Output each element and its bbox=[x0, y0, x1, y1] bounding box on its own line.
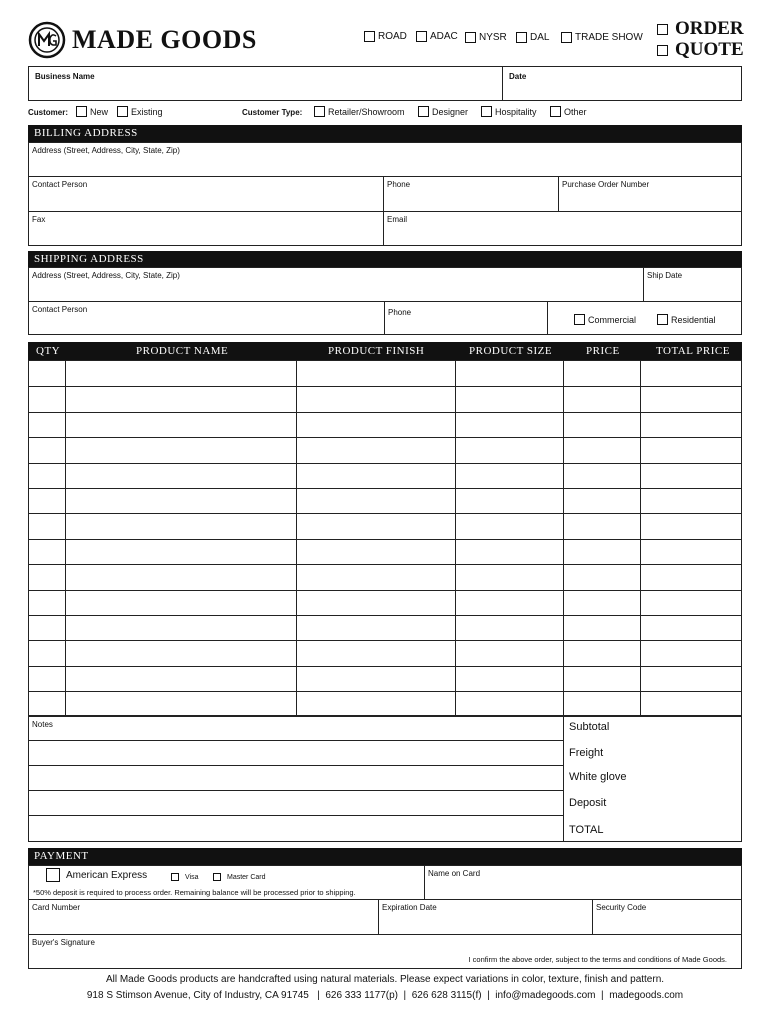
doc-type-quote[interactable]: QUOTE bbox=[657, 39, 744, 61]
col-product-name: PRODUCT NAME bbox=[136, 345, 229, 357]
customer-type-hospitality[interactable]: Hospitality bbox=[481, 106, 537, 117]
col-total-price: TOTAL PRICE bbox=[656, 345, 730, 357]
divider bbox=[28, 740, 564, 741]
deposit-note: *50% deposit is required to process order. Remaining balance will be processed prior to shipping. bbox=[33, 888, 356, 897]
product-table bbox=[28, 360, 742, 716]
table-row[interactable] bbox=[29, 412, 741, 437]
billing-email-field[interactable]: Email bbox=[387, 215, 408, 224]
checkbox[interactable] bbox=[46, 868, 60, 882]
product-table-header bbox=[28, 342, 742, 360]
checkbox[interactable] bbox=[117, 106, 128, 117]
shipping-address-field[interactable]: Address (Street, Address, City, State, Zip) bbox=[32, 271, 180, 280]
expiration-field[interactable]: Expiration Date bbox=[382, 903, 437, 912]
customer-type-retailer[interactable]: Retailer/Showroom bbox=[314, 106, 405, 117]
checkbox[interactable] bbox=[171, 873, 179, 881]
checkbox[interactable] bbox=[481, 106, 492, 117]
payment-mastercard[interactable]: Master Card bbox=[213, 873, 266, 881]
date-field[interactable]: Date bbox=[502, 66, 742, 101]
checkbox[interactable] bbox=[574, 314, 585, 325]
table-row[interactable] bbox=[29, 361, 741, 386]
show-option-road[interactable]: ROAD bbox=[364, 31, 407, 42]
footer-disclaimer: All Made Goods products are handcrafted using natural materials. Please expect variations in color, texture, finish and pattern. bbox=[105, 974, 665, 985]
table-row[interactable] bbox=[29, 691, 741, 716]
col-product-finish: PRODUCT FINISH bbox=[328, 345, 425, 357]
checkbox[interactable] bbox=[550, 106, 561, 117]
card-number-field[interactable]: Card Number bbox=[32, 903, 81, 912]
col-price: PRICE bbox=[586, 345, 620, 357]
table-row[interactable] bbox=[29, 640, 741, 665]
signature-field[interactable]: Buyer's Signature I confirm the above order, subject to the terms and conditions of Made Goods. bbox=[32, 938, 727, 964]
security-code-field[interactable]: Security Code bbox=[596, 903, 647, 912]
customer-type-other[interactable]: Other bbox=[550, 106, 587, 117]
divider bbox=[547, 301, 548, 335]
notes-field[interactable]: Notes bbox=[28, 716, 742, 842]
brand-logo bbox=[28, 20, 278, 60]
checkbox[interactable] bbox=[657, 24, 668, 35]
divider bbox=[28, 765, 564, 766]
table-row[interactable] bbox=[29, 539, 741, 564]
customer-type-designer[interactable]: Designer bbox=[418, 106, 468, 117]
shipping-residential[interactable]: Residential bbox=[657, 314, 716, 325]
checkbox[interactable] bbox=[213, 873, 221, 881]
divider bbox=[563, 716, 564, 842]
footer-contact: 918 S Stimson Avenue, City of Industry, CA 91745 | 626 333 1177(p) | 626 628 3115(f) | info@madegoods.com | madegoods.com bbox=[86, 990, 684, 1001]
table-row[interactable] bbox=[29, 590, 741, 615]
billing-contact-field[interactable]: Contact Person bbox=[32, 180, 88, 189]
shipping-contact-field[interactable]: Contact Person bbox=[32, 305, 88, 314]
checkbox[interactable] bbox=[516, 32, 527, 43]
freight-label: Freight bbox=[569, 747, 604, 759]
total-label: TOTAL bbox=[569, 824, 604, 836]
show-option-dal[interactable]: DAL bbox=[516, 32, 549, 43]
checkbox[interactable] bbox=[657, 314, 668, 325]
payment-header: PAYMENT bbox=[28, 848, 742, 865]
checkbox[interactable] bbox=[418, 106, 429, 117]
shipping-phone-field[interactable]: Phone bbox=[388, 308, 412, 317]
deposit-label: Deposit bbox=[569, 797, 607, 809]
billing-fax-field[interactable]: Fax bbox=[32, 215, 46, 224]
name-on-card-field[interactable]: Name on Card bbox=[428, 869, 481, 878]
table-row[interactable] bbox=[29, 513, 741, 538]
col-product-size: PRODUCT SIZE bbox=[469, 345, 553, 357]
billing-address-header: BILLING ADDRESS bbox=[28, 125, 742, 142]
show-option-nysr[interactable]: NYSR bbox=[465, 32, 507, 43]
white-glove-label: White glove bbox=[569, 771, 627, 783]
customer-existing[interactable]: Existing bbox=[117, 106, 163, 117]
confirm-text: I confirm the above order, subject to the terms and conditions of Made Goods. bbox=[468, 955, 727, 964]
billing-address-field[interactable]: Address (Street, Address, City, State, Zip) bbox=[32, 146, 180, 155]
ship-date-field[interactable]: Ship Date bbox=[647, 271, 683, 280]
customer-label: Customer: bbox=[28, 108, 69, 117]
table-row[interactable] bbox=[29, 463, 741, 488]
divider bbox=[28, 790, 564, 791]
checkbox[interactable] bbox=[364, 31, 375, 42]
payment-visa[interactable]: Visa bbox=[171, 873, 199, 881]
billing-phone-field[interactable]: Phone bbox=[387, 180, 411, 189]
checkbox[interactable] bbox=[76, 106, 87, 117]
shipping-address-header: SHIPPING ADDRESS bbox=[28, 251, 742, 268]
customer-new[interactable]: New bbox=[76, 106, 108, 117]
brand-name: MADE GOODS bbox=[72, 25, 257, 54]
table-row[interactable] bbox=[29, 564, 741, 589]
subtotal-label: Subtotal bbox=[569, 721, 610, 733]
shipping-commercial[interactable]: Commercial bbox=[574, 314, 636, 325]
customer-type-label: Customer Type: bbox=[242, 108, 303, 117]
table-row[interactable] bbox=[29, 437, 741, 462]
checkbox[interactable] bbox=[314, 106, 325, 117]
table-row[interactable] bbox=[29, 615, 741, 640]
checkbox[interactable] bbox=[465, 32, 476, 43]
table-row[interactable] bbox=[29, 666, 741, 691]
doc-type-order[interactable]: ORDER bbox=[657, 18, 744, 40]
show-option-adac[interactable]: ADAC bbox=[416, 31, 458, 42]
divider bbox=[28, 815, 564, 816]
show-option-trade-show[interactable]: TRADE SHOW bbox=[561, 32, 643, 43]
payment-amex[interactable]: American Express bbox=[46, 868, 147, 882]
logo-icon bbox=[28, 21, 66, 59]
billing-po-field[interactable]: Purchase Order Number bbox=[562, 180, 650, 189]
checkbox[interactable] bbox=[657, 45, 668, 56]
checkbox[interactable] bbox=[416, 31, 427, 42]
table-row[interactable] bbox=[29, 488, 741, 513]
table-row[interactable] bbox=[29, 386, 741, 411]
checkbox[interactable] bbox=[561, 32, 572, 43]
business-name-field[interactable]: Business Name bbox=[28, 66, 503, 101]
col-qty: QTY bbox=[36, 345, 61, 357]
